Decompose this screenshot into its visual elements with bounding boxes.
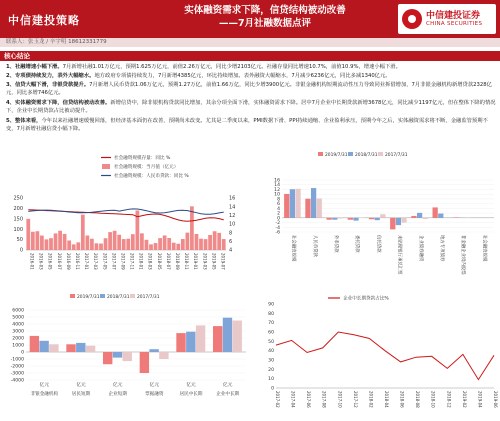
y-tick-right: 8 <box>229 230 233 237</box>
chart-bar <box>369 218 374 219</box>
x-tick: 2016-03 <box>38 253 44 270</box>
chart-bar <box>104 238 108 250</box>
y-tick: 0 <box>21 350 24 356</box>
chart-bar <box>113 352 122 358</box>
y-tick-right: 12 <box>229 212 236 219</box>
chart-bar <box>396 218 401 225</box>
x-unit-label: 亿元 <box>186 383 196 388</box>
chart-bar <box>195 234 199 250</box>
x-tick: 2017-08 <box>321 391 327 408</box>
x-tick: 2019-06 <box>493 391 498 408</box>
y-tick: 4 <box>277 206 280 212</box>
paragraph-lead: 2、专项债持续发力，表外大幅缩水。 <box>6 73 95 79</box>
y-tick-left: 150 <box>13 216 23 223</box>
chart-social-financing-combo <box>0 150 250 275</box>
chart-bar <box>172 243 176 250</box>
chart-bar <box>76 343 85 352</box>
y-tick: 20 <box>268 367 274 373</box>
y-tick: 60 <box>268 330 274 336</box>
chart-bar <box>433 207 438 217</box>
chart-bar <box>40 236 44 250</box>
x-tick: 2016-05 <box>47 253 53 270</box>
report-title-line1: 实体融资需求下降，信贷结构被动改善 <box>184 5 346 16</box>
x-tick: 2019-02 <box>461 391 467 408</box>
y-tick: 1000 <box>12 343 24 349</box>
paragraph-text: 7月新增社融1.01万亿元，预期1.625万亿元，前值2.26万亿元，同比少增2103亿元。社融存量同比增速10.7%，前值10.9%，增速小幅下滑。 <box>62 64 401 70</box>
paragraph-text: 地方政府专项债持续发力，7月新增4385亿元，环比持续增加。表外融资大幅缩水，7月减少6236亿元，同比多减1340亿元。 <box>94 73 391 79</box>
x-tick: 2018-12 <box>446 391 452 408</box>
x-tick: 票据融资 <box>145 392 164 397</box>
y-tick-left: 250 <box>13 195 23 202</box>
logo-mark-icon <box>402 9 422 29</box>
legend-label: 社会融资规模：当月值（亿元） <box>114 165 179 170</box>
chart-bar <box>159 352 168 359</box>
chart-bar <box>284 194 289 218</box>
y-tick: -3000 <box>10 371 24 377</box>
legend-label: 2018/7/31 <box>107 295 130 300</box>
chart-bar <box>222 239 226 250</box>
x-tick: 非银金融机构 <box>30 392 59 397</box>
combo-chart-svg <box>0 150 250 275</box>
chart-bar <box>213 326 222 352</box>
chart-bar <box>140 233 144 250</box>
y-tick: 90 <box>268 302 274 308</box>
chart-bar <box>54 233 58 250</box>
chart-bar <box>181 239 185 250</box>
x-tick: 2017-11 <box>129 253 135 270</box>
chart-bar <box>123 352 132 361</box>
chart-corporate-long-loan-share <box>258 288 500 421</box>
paragraph-3 <box>6 81 496 98</box>
chart-bar <box>199 239 203 250</box>
x-tick: 居民短期 <box>71 392 91 397</box>
x-tick: 2019-01 <box>193 253 199 270</box>
brand-name: 中信建投策略 <box>8 14 80 27</box>
legend-label: 2017/7/31 <box>385 153 408 158</box>
x-tick: 委托贷款 <box>354 235 360 253</box>
y-tick-left: 50 <box>16 237 23 244</box>
x-tick: 2019-04 <box>477 391 483 408</box>
y-tick: 50 <box>268 339 274 345</box>
series-line-stock-growth <box>28 210 223 222</box>
chart-bar <box>35 231 39 250</box>
y-tick: -4000 <box>10 378 24 384</box>
y-tick: 12 <box>274 187 280 193</box>
chart-bar <box>122 239 126 250</box>
chart-bar <box>417 213 422 218</box>
y-tick: 14 <box>274 183 280 189</box>
chart-bar <box>233 321 242 353</box>
legend-label: 2019/7/31 <box>325 153 348 158</box>
chart-bar <box>353 218 358 221</box>
chart-bar <box>438 214 443 218</box>
y-tick: 4000 <box>12 322 24 328</box>
company-logo <box>398 4 496 34</box>
legend-swatch <box>318 152 323 156</box>
x-tick: 2017-01 <box>84 253 90 270</box>
chart-bar <box>190 206 194 250</box>
y-tick: 5000 <box>12 315 24 321</box>
chart-bar <box>311 188 316 218</box>
y-tick: -4 <box>275 225 280 231</box>
section-header <box>0 51 500 61</box>
logo-cn-text: 中信建投证券 <box>426 11 481 21</box>
chart-bar <box>86 346 95 352</box>
y-tick: 3000 <box>12 329 24 335</box>
chart-bar <box>49 238 53 250</box>
x-unit-label: 亿元 <box>112 383 123 388</box>
x-tick: 2018-08 <box>415 391 421 408</box>
x-tick: 2016-01 <box>29 253 35 270</box>
chart-bar <box>158 238 162 250</box>
x-tick: 2018-05 <box>156 253 162 270</box>
x-tick: 2018-03 <box>147 253 153 270</box>
paragraph-text: 今年以来社融增速缓慢回落，但经济基本面仍在改善，预期尚未改变。尤其是二季度以来，PMI数据下滑、PPI持续通缩、企业盈利承压，预期今年之后，实体融资需求将不断，金融监管预期不变，7月新增社融信贷小幅下降。 <box>6 118 488 133</box>
x-tick: 2017-02 <box>275 391 280 408</box>
paragraph-text: 7月新增人民币贷款1.06万亿元，预期1.27万亿，前值1.66万亿，同比少增3900亿元。非银金融机构短期流动性压力导致同业拆借增加，7月非银金融机构新增贷款2328亿元，同比多增746亿元。 <box>6 82 492 97</box>
x-tick: 企业中长期 <box>216 392 240 397</box>
x-unit-label: 亿元 <box>39 383 50 388</box>
paragraph-text: 新增信贷中，除非银机构贷款同比增加，其余分项全面下滑，实体融资需求下降。居中7月企业中长期贷款新增3678亿元，同比减少1197亿元，但在整体下降的情况下，企业中长期贷款占比被动提升。 <box>6 100 496 115</box>
x-tick: 社会融资规模 <box>481 235 487 262</box>
chart-bar <box>295 189 300 218</box>
legend-label: 2019/7/31 <box>77 295 100 300</box>
chart-bar <box>327 218 332 220</box>
y-tick: -2 <box>275 221 280 227</box>
x-tick: 2016-11 <box>75 253 80 270</box>
paragraph-lead: 1、社融增速小幅下滑。 <box>6 64 63 70</box>
y-tick: 40 <box>268 349 274 355</box>
report-title-line2: ——7月社融数据点评 <box>218 18 312 29</box>
paragraph-4 <box>6 99 496 116</box>
y-tick: 16 <box>274 178 280 184</box>
chart-bar <box>45 239 49 250</box>
x-tick: 地方专项债券 <box>439 235 444 262</box>
chart-bar <box>117 235 121 250</box>
x-unit-label: 亿元 <box>76 383 86 388</box>
y-tick: 80 <box>268 311 274 317</box>
chart-bar <box>149 244 153 250</box>
x-tick: 2018-06 <box>399 391 405 408</box>
chart-bar <box>305 199 310 218</box>
x-tick: 2016-09 <box>65 253 71 270</box>
chart-bar <box>176 333 185 352</box>
report-title <box>150 4 380 30</box>
y-tick-right: 4 <box>229 247 233 254</box>
x-tick: 2018-09 <box>175 253 180 270</box>
y-tick-left: 200 <box>13 206 23 212</box>
chart-bar <box>163 235 167 250</box>
x-tick: 2017-06 <box>306 391 312 408</box>
y-tick: 30 <box>268 358 274 364</box>
x-tick: 2018-11 <box>184 253 190 270</box>
series-line-share <box>276 332 494 380</box>
chart-bar <box>204 239 208 250</box>
chart-bar <box>380 214 385 218</box>
y-tick: 10 <box>274 192 280 198</box>
x-tick: 信托贷款 <box>375 235 381 253</box>
y-tick-right: 16 <box>229 195 236 202</box>
chart-bar <box>167 238 171 250</box>
legend-swatch <box>378 152 383 156</box>
chart-bar <box>290 189 295 218</box>
chart-bar <box>76 242 80 250</box>
x-tick: 2017-05 <box>102 253 108 270</box>
chart-bar <box>145 240 149 250</box>
chart-bar <box>140 352 149 373</box>
chart-bar <box>401 218 406 223</box>
x-unit-label: 亿元 <box>149 383 160 388</box>
paragraph-5 <box>6 117 496 134</box>
chart-bar <box>49 344 58 352</box>
y-tick-right: 10 <box>229 221 236 228</box>
paragraph-2 <box>6 72 496 80</box>
chart-bar <box>66 344 75 352</box>
share-chart-svg <box>258 288 500 421</box>
chart-bar <box>95 243 99 250</box>
chart-bar <box>67 240 71 250</box>
chart-bar <box>30 336 39 352</box>
series-line-loan-growth <box>28 209 223 214</box>
chart-bar <box>338 218 343 219</box>
x-unit-label: 亿元 <box>222 383 233 388</box>
paragraph-1 <box>6 63 496 71</box>
chart-bar <box>390 218 395 230</box>
report-header <box>0 0 500 38</box>
section-label: 核心结论 <box>4 52 30 60</box>
legend-swatch <box>102 164 110 169</box>
paragraph-lead: 5、整体来看， <box>6 118 42 124</box>
x-tick: 2017-07 <box>111 253 117 270</box>
legend-swatch <box>70 294 75 298</box>
x-tick: 居民中长期 <box>179 392 203 397</box>
x-tick: 2019-05 <box>211 253 217 270</box>
legend-swatch <box>348 152 353 156</box>
x-tick: 2017-03 <box>93 253 99 270</box>
chart-bar <box>208 235 212 250</box>
x-tick: 未贴现银行承兑汇票 <box>396 235 402 275</box>
y-tick: 8 <box>277 197 280 203</box>
chart-bar <box>223 318 232 352</box>
y-tick-left: 0 <box>19 247 23 254</box>
chart-bar <box>108 232 112 250</box>
chart-bar <box>103 352 112 364</box>
x-tick: 2018-01 <box>138 253 144 270</box>
y-tick: 2000 <box>12 336 24 342</box>
chart-bar <box>185 233 189 250</box>
y-tick: 6 <box>277 202 280 208</box>
legend-label: 社会融资规模存量：同比 % <box>114 156 171 161</box>
legend-swatch <box>100 294 105 298</box>
x-tick: 2017-09 <box>120 253 126 270</box>
chart-bar <box>31 232 35 250</box>
x-tick: 企业短期 <box>108 392 127 397</box>
chart-bar <box>58 231 62 250</box>
chart-financing-components <box>258 150 500 275</box>
y-tick: 0 <box>271 386 274 392</box>
x-tick: 2017-04 <box>290 391 296 408</box>
x-tick: 2018-04 <box>384 391 389 408</box>
loan-chart-svg <box>0 288 250 421</box>
chart-bar <box>72 244 76 250</box>
x-tick: 人民币贷款 <box>311 235 317 257</box>
x-tick: 2019-03 <box>202 253 208 270</box>
chart-bar <box>39 341 48 352</box>
legend-label: 企业中长期贷款占比% <box>343 296 389 302</box>
chart-bar <box>317 198 322 217</box>
analyst-bar <box>0 38 500 47</box>
legend-swatch <box>130 294 135 298</box>
chart-bar <box>99 244 103 250</box>
chart-bar <box>375 218 380 220</box>
paragraph-lead: 4、实体融资需求下降，信贷结构被动改善。 <box>6 100 111 106</box>
y-tick: 70 <box>268 321 274 327</box>
chart-bar <box>85 235 89 250</box>
chart-bar <box>176 244 180 250</box>
chart-loan-components <box>0 288 250 421</box>
x-tick: 非金融企业境内股票融资 <box>460 235 466 275</box>
x-tick: 外币贷款 <box>333 235 338 253</box>
chart-bar <box>217 233 221 250</box>
chart-bar <box>423 218 428 219</box>
analyst-contact: 联系人：张玉龙 / 辛宇明 18612331779 <box>6 39 107 45</box>
chart-bar <box>131 234 135 250</box>
y-tick-right: 6 <box>229 238 233 245</box>
chart-bar <box>332 218 337 220</box>
y-tick: 2 <box>277 211 280 217</box>
chart-bar <box>196 325 205 352</box>
x-tick: 2018-02 <box>368 391 374 408</box>
legend-label: 2017/7/31 <box>137 295 160 300</box>
chart-bar <box>186 332 195 352</box>
y-tick: -1000 <box>10 357 24 363</box>
x-tick: 2017-12 <box>352 391 358 408</box>
y-tick-right: 14 <box>229 204 236 211</box>
chart-bar <box>126 239 130 250</box>
chart-bar <box>63 234 67 250</box>
logo-en-text: CHINA SECURITIES <box>426 21 483 27</box>
chart-bar <box>90 239 94 250</box>
y-tick: 10 <box>268 377 274 383</box>
x-tick: 2016-07 <box>56 253 62 270</box>
x-tick: 2017-10 <box>337 391 343 408</box>
x-tick: 2018-07 <box>165 253 171 270</box>
chart-bar <box>154 243 158 250</box>
chart-bar <box>213 231 217 250</box>
chart-bar <box>81 215 85 250</box>
y-tick: 0 <box>277 216 280 222</box>
y-tick: -2000 <box>10 364 24 370</box>
x-tick: 2019-07 <box>220 253 226 270</box>
chart-bar <box>411 216 416 218</box>
legend-label: 2018/7/31 <box>355 153 378 158</box>
x-tick: 2018-10 <box>430 391 436 408</box>
chart-bar <box>149 349 158 352</box>
y-tick-left: 100 <box>13 226 23 233</box>
chart-bar <box>26 219 30 250</box>
y-tick: 6000 <box>12 308 24 314</box>
x-tick: 社会融资规模 <box>290 235 296 262</box>
y-tick: -6 <box>275 230 280 236</box>
paragraph-lead: 3、信贷大幅下滑，非银贷款提升。 <box>6 82 90 88</box>
legend-label: 社会融资规模：人民币贷款：同比 % <box>114 174 189 179</box>
x-tick: 企业债券融资 <box>417 235 423 262</box>
chart-bar <box>348 218 353 220</box>
components-chart-svg <box>258 150 500 275</box>
chart-bar <box>113 231 117 250</box>
